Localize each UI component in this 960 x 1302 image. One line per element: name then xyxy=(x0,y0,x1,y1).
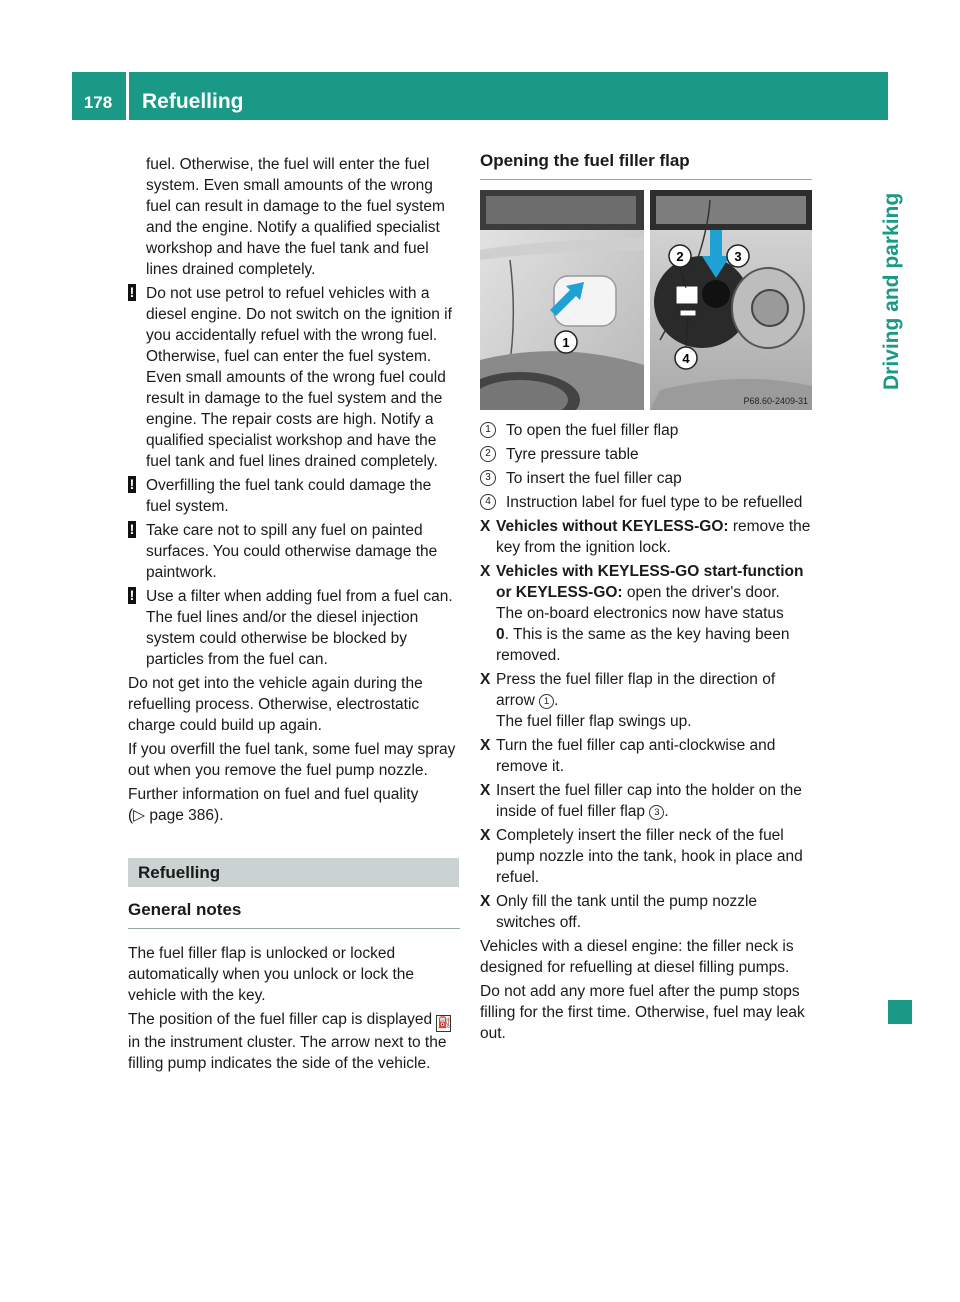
fuel-type-label xyxy=(680,310,696,316)
step-3: X Press the fuel filler flap in the direction of arrow 1 . The fuel filler flap swings up. xyxy=(480,671,776,730)
fuel-flap-illustration xyxy=(480,190,812,410)
header-separator xyxy=(126,72,129,120)
svg-text:4: 4 xyxy=(682,351,690,366)
step-marker: X xyxy=(480,893,491,910)
step-2: X Vehicles with KEYLESS-GO start-function or KEYLESS-GO: open the driver's door. The on-board electronics now have status 0. This is the same as the key having been removed. xyxy=(480,563,804,664)
right-column xyxy=(480,150,812,1047)
legend-item-1: 1 To open the fuel filler flap xyxy=(480,420,812,441)
warning-1: ! Do not use petrol to refuel vehicles with a diesel engine. Do not switch on the ignition if you accidentally refuel with the wrong fuel. Otherwise, fuel can enter the fuel system. Even small amounts of the wrong fuel could result in damage to the fuel system and the engine. The repair costs are high. Notify a qualified specialist workshop and have the fuel tank and fuel lines drained completely. xyxy=(129,284,452,470)
callout-ref-1: 1 xyxy=(539,694,554,709)
svg-text:1: 1 xyxy=(562,335,570,350)
warning-2: ! Overfilling the fuel tank could damage the fuel system. xyxy=(129,476,432,515)
tyre-table-label xyxy=(676,286,698,304)
warning-4: ! Use a filter when adding fuel from a fuel can. The fuel lines and/or the diesel injection system could otherwise be blocked by particles from the fuel can. xyxy=(129,587,453,668)
legend-item-3: 3 To insert the fuel filler cap xyxy=(480,468,812,489)
svg-text:2: 2 xyxy=(676,249,684,264)
svg-text:3: 3 xyxy=(734,249,742,264)
legend-item-2: 2 Tyre pressure table xyxy=(480,444,812,465)
figure-code: P68.60-2409-31 xyxy=(743,396,808,406)
step-5: X Insert the fuel filler cap into the holder on the inside of fuel filler flap 3 . xyxy=(480,782,802,820)
para-electrostatic: Do not get into the vehicle again during the refuelling process. Otherwise, electrostatic charge could build up again. xyxy=(128,675,423,734)
step-7: X Only fill the tank until the pump nozzle switches off. xyxy=(480,893,758,931)
step-marker: X xyxy=(480,737,491,754)
side-marker xyxy=(888,1000,912,1024)
step-marker: X xyxy=(480,518,491,535)
step-4: X Turn the fuel filler cap anti-clockwise and remove it. xyxy=(480,737,776,775)
subsection-title: General notes xyxy=(128,899,460,929)
step-6: X Completely insert the filler neck of the fuel pump nozzle into the tank, hook in place and refuel. xyxy=(480,827,803,886)
para-further-info: Further information on fuel and fuel quality (▷ page 386). xyxy=(128,786,419,824)
para-overfill: If you overfill the fuel tank, some fuel may spray out when you remove the fuel pump nozzle. xyxy=(128,741,456,779)
stop-filling-note: Do not add any more fuel after the pump stops filling for the first time. Otherwise, fuel may leak out. xyxy=(480,983,805,1042)
fuel-flap-figure xyxy=(480,190,812,410)
section-title: Refuelling xyxy=(128,858,459,887)
warning-icon: ! xyxy=(129,284,135,300)
page-reference-link[interactable]: (▷ page 386). xyxy=(128,807,224,824)
warning-icon: ! xyxy=(129,587,135,603)
side-tab-label: Driving and parking xyxy=(880,192,903,390)
left-column xyxy=(128,154,460,1077)
page-header xyxy=(72,72,888,120)
warning-icon: ! xyxy=(129,521,135,537)
fuel-pump-icon: ⛽ xyxy=(436,1015,451,1032)
callout-ref-3: 3 xyxy=(649,805,664,820)
intro-text: fuel. Otherwise, the fuel will enter the fuel system. Even small amounts of the wrong fuel can result in damage to the fuel system and the engine. Notify a qualified specialist workshop and have the fuel tank and fuel lines drained completely. xyxy=(146,156,445,278)
step-1: X Vehicles without KEYLESS-GO: remove the key from the ignition lock. xyxy=(480,518,811,556)
general-notes-2: The position of the fuel filler cap is displayed ⛽ in the instrument cluster. The arrow next to the filling pump indicates the side of the vehicle. xyxy=(128,1011,452,1072)
legend-item-4: 4 Instruction label for fuel type to be refuelled xyxy=(480,492,812,513)
step-marker: X xyxy=(480,782,491,799)
header-title: Refuelling xyxy=(142,90,244,113)
general-notes-1: The fuel filler flap is unlocked or locked automatically when you unlock or lock the vehicle with the key. xyxy=(128,945,415,1004)
warning-icon: ! xyxy=(129,476,135,492)
diesel-note: Vehicles with a diesel engine: the filler neck is designed for refuelling at diesel filling pumps. xyxy=(480,938,794,976)
step-marker: X xyxy=(480,827,491,844)
step-marker: X xyxy=(480,563,491,580)
page-number: 178 xyxy=(83,93,113,112)
step-marker: X xyxy=(480,671,491,688)
section-heading-opening-flap: Opening the fuel filler flap xyxy=(480,150,812,180)
warning-3: ! Take care not to spill any fuel on painted surfaces. You could otherwise damage the paintwork. xyxy=(129,521,438,581)
